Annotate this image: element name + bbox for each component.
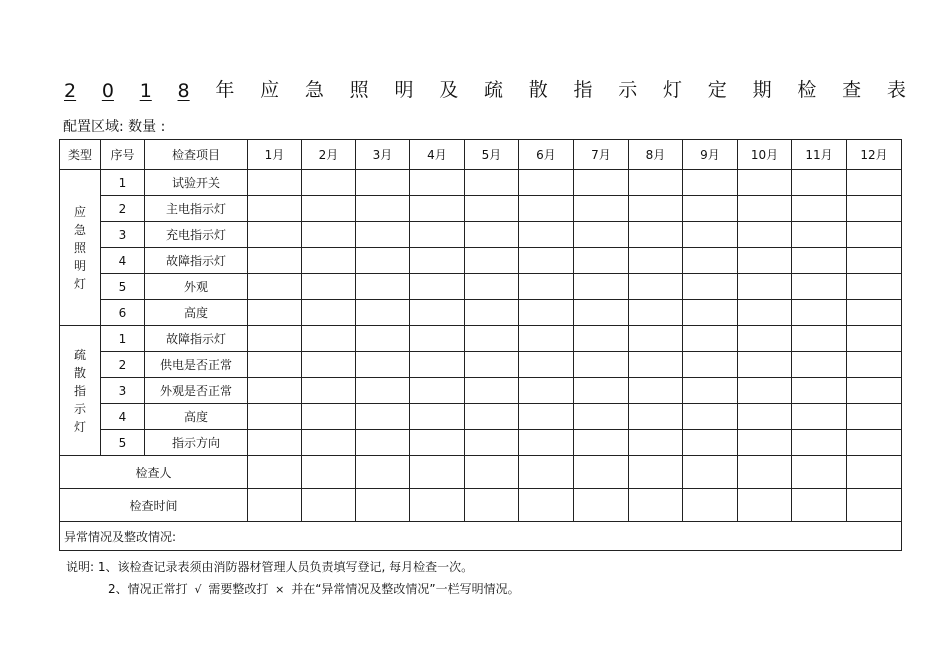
month-cell[interactable] [410,248,465,274]
month-cell[interactable] [248,196,302,222]
table-row [60,170,902,196]
header-row [60,140,902,170]
seq-cell: 3 [101,378,145,404]
month-cell[interactable] [847,248,902,274]
item-cell: 试验开关 [145,170,248,196]
title-year-1: 1 [139,80,152,102]
month-cell[interactable] [519,170,574,196]
month-cell[interactable] [792,170,847,196]
month-cell[interactable] [792,196,847,222]
month-cell[interactable] [683,248,738,274]
month-cell[interactable] [356,456,410,489]
month-cell[interactable] [683,222,738,248]
month-cell[interactable] [519,430,574,456]
month-cell[interactable] [847,378,902,404]
item-cell: 高度 [145,300,248,326]
month-cell[interactable] [792,300,847,326]
check-time-label: 检查时间 [60,489,248,522]
item-cell: 充电指示灯 [145,222,248,248]
month-cell[interactable] [356,170,410,196]
table-row [60,430,902,456]
seq-cell: 1 [101,326,145,352]
remark-field[interactable]: 异常情况及整改情况: [60,522,902,551]
instructions [66,556,520,601]
month-cell[interactable] [738,378,792,404]
month-cell[interactable] [792,248,847,274]
header-month: 12月 [847,140,902,170]
item-cell: 指示方向 [145,430,248,456]
month-cell[interactable] [519,456,574,489]
month-cell[interactable] [302,170,356,196]
table-row [60,222,902,248]
month-cell[interactable] [519,222,574,248]
header-month: 9月 [683,140,738,170]
month-cell[interactable] [574,326,629,352]
month-cell[interactable] [465,196,519,222]
seq-cell: 3 [101,222,145,248]
type-char: 灯 [73,276,86,291]
title-char: 及 [439,79,459,101]
month-cell[interactable] [519,326,574,352]
month-cell[interactable] [356,222,410,248]
remark-row [60,522,902,551]
title-year-0: 0 [101,80,114,102]
month-cell[interactable] [465,222,519,248]
month-cell[interactable] [465,489,519,522]
month-cell[interactable] [792,326,847,352]
month-cell[interactable] [410,489,465,522]
month-cell[interactable] [683,196,738,222]
month-cell[interactable] [792,456,847,489]
month-cell[interactable] [574,489,629,522]
month-cell[interactable] [629,196,683,222]
month-cell[interactable] [792,489,847,522]
inspector-label: 检查人 [60,456,248,489]
header-month: 1月 [248,140,302,170]
month-cell[interactable] [302,248,356,274]
month-cell[interactable] [847,430,902,456]
instruction-text: 需要整改打 [208,582,269,596]
month-cell[interactable] [356,430,410,456]
seq-cell: 5 [101,274,145,300]
item-cell: 供电是否正常 [145,352,248,378]
config-area-quantity-label: 配置区域: 数量 : [63,119,166,135]
month-cell[interactable] [465,404,519,430]
month-cell[interactable] [629,222,683,248]
month-cell[interactable] [683,300,738,326]
title-char: 散 [528,79,548,101]
month-cell[interactable] [792,274,847,300]
header-month: 4月 [410,140,465,170]
month-cell[interactable] [519,248,574,274]
type-char: 照 [73,240,86,255]
month-cell[interactable] [302,456,356,489]
month-cell[interactable] [302,352,356,378]
month-cell[interactable] [574,430,629,456]
month-cell[interactable] [847,196,902,222]
month-cell[interactable] [574,274,629,300]
table-row [60,248,902,274]
table-row [60,300,902,326]
seq-cell: 4 [101,404,145,430]
check-time-row [60,489,902,522]
month-cell[interactable] [248,300,302,326]
month-cell[interactable] [302,274,356,300]
header-month: 7月 [574,140,629,170]
month-cell[interactable] [465,456,519,489]
month-cell[interactable] [465,248,519,274]
month-cell[interactable] [847,170,902,196]
month-cell[interactable] [738,196,792,222]
month-cell[interactable] [410,222,465,248]
month-cell[interactable] [410,352,465,378]
table-row [60,352,902,378]
month-cell[interactable] [629,274,683,300]
header-month: 5月 [465,140,519,170]
month-cell[interactable] [248,170,302,196]
month-cell[interactable] [248,404,302,430]
month-cell[interactable] [574,456,629,489]
inspection-table [59,139,902,551]
month-cell[interactable] [792,378,847,404]
month-cell[interactable] [248,352,302,378]
month-cell[interactable] [302,300,356,326]
title-char: 检 [797,79,817,101]
seq-cell: 5 [101,430,145,456]
header-month: 10月 [738,140,792,170]
month-cell[interactable] [248,430,302,456]
month-cell[interactable] [574,248,629,274]
item-cell: 主电指示灯 [145,196,248,222]
month-cell[interactable] [738,170,792,196]
item-cell: 外观是否正常 [145,378,248,404]
header-seq: 序号 [101,140,145,170]
seq-cell: 2 [101,196,145,222]
type-char: 示 [73,401,86,416]
month-cell[interactable] [629,404,683,430]
month-cell[interactable] [738,404,792,430]
month-cell[interactable] [465,430,519,456]
month-cell[interactable] [683,489,738,522]
month-cell[interactable] [574,170,629,196]
month-cell[interactable] [356,300,410,326]
table-row [60,326,902,352]
month-cell[interactable] [574,300,629,326]
month-cell[interactable] [847,222,902,248]
month-cell[interactable] [629,300,683,326]
month-cell[interactable] [738,222,792,248]
month-cell[interactable] [629,456,683,489]
month-cell[interactable] [356,248,410,274]
month-cell[interactable] [792,222,847,248]
month-cell[interactable] [302,222,356,248]
month-cell[interactable] [738,489,792,522]
month-cell[interactable] [410,404,465,430]
month-cell[interactable] [302,404,356,430]
month-cell[interactable] [410,430,465,456]
month-cell[interactable] [683,456,738,489]
instruction-text: 并在“异常情况及整改情况”一栏写明情况。 [291,582,520,596]
month-cell[interactable] [738,248,792,274]
month-cell[interactable] [683,430,738,456]
check-mark-icon: √ [194,583,202,596]
type-evacuation-light [60,326,101,456]
title-char: 明 [394,79,414,101]
month-cell[interactable] [738,300,792,326]
type-char: 应 [73,204,86,219]
month-cell[interactable] [683,404,738,430]
month-cell[interactable] [519,489,574,522]
title-char: 表 [886,79,906,101]
month-cell[interactable] [302,378,356,404]
month-cell[interactable] [302,489,356,522]
seq-cell: 6 [101,300,145,326]
month-cell[interactable] [847,274,902,300]
month-cell[interactable] [519,378,574,404]
table-row [60,404,902,430]
seq-cell: 2 [101,352,145,378]
header-item: 检查项目 [145,140,248,170]
month-cell[interactable] [519,196,574,222]
month-cell[interactable] [792,430,847,456]
document-title [64,72,906,102]
month-cell[interactable] [847,456,902,489]
instruction-line-2 [66,578,520,601]
month-cell[interactable] [356,489,410,522]
month-cell[interactable] [574,196,629,222]
table-row [60,274,902,300]
month-cell[interactable] [302,430,356,456]
title-char: 照 [349,79,369,101]
header-month: 2月 [302,140,356,170]
month-cell[interactable] [683,378,738,404]
month-cell[interactable] [410,378,465,404]
title-char: 期 [752,79,772,101]
month-cell[interactable] [248,378,302,404]
month-cell[interactable] [629,489,683,522]
month-cell[interactable] [410,170,465,196]
instruction-text: 2、情况正常打 [108,582,188,596]
month-cell[interactable] [738,456,792,489]
month-cell[interactable] [465,274,519,300]
month-cell[interactable] [519,352,574,378]
month-cell[interactable] [356,274,410,300]
month-cell[interactable] [574,222,629,248]
month-cell[interactable] [248,248,302,274]
month-cell[interactable] [738,352,792,378]
type-char: 灯 [73,419,86,434]
month-cell[interactable] [356,196,410,222]
title-char: 灯 [663,79,683,101]
item-cell: 故障指示灯 [145,248,248,274]
month-cell[interactable] [574,352,629,378]
month-cell[interactable] [683,352,738,378]
type-char: 疏 [73,347,86,362]
month-cell[interactable] [683,274,738,300]
type-char: 明 [73,258,86,273]
title-char: 年 [215,79,235,101]
item-cell: 高度 [145,404,248,430]
month-cell[interactable] [629,378,683,404]
table-row [60,378,902,404]
month-cell[interactable] [410,196,465,222]
seq-cell: 4 [101,248,145,274]
month-cell[interactable] [574,378,629,404]
month-cell[interactable] [302,326,356,352]
month-cell[interactable] [847,352,902,378]
title-char: 示 [618,79,638,101]
month-cell[interactable] [629,170,683,196]
month-cell[interactable] [248,489,302,522]
month-cell[interactable] [465,378,519,404]
title-char: 疏 [483,79,503,101]
month-cell[interactable] [410,326,465,352]
title-year-8: 8 [177,80,190,102]
header-month: 11月 [792,140,847,170]
month-cell[interactable] [356,352,410,378]
item-cell: 故障指示灯 [145,326,248,352]
month-cell[interactable] [248,222,302,248]
month-cell[interactable] [248,326,302,352]
month-cell[interactable] [519,274,574,300]
month-cell[interactable] [683,326,738,352]
month-cell[interactable] [465,300,519,326]
month-cell[interactable] [847,300,902,326]
month-cell[interactable] [738,326,792,352]
month-cell[interactable] [629,430,683,456]
month-cell[interactable] [738,430,792,456]
month-cell[interactable] [302,196,356,222]
month-cell[interactable] [410,274,465,300]
month-cell[interactable] [519,404,574,430]
type-char: 指 [73,383,86,398]
month-cell[interactable] [356,326,410,352]
type-emergency-light [60,170,101,326]
type-char: 急 [73,222,86,237]
month-cell[interactable] [629,352,683,378]
month-cell[interactable] [629,326,683,352]
month-cell[interactable] [683,170,738,196]
month-cell[interactable] [356,378,410,404]
inspector-row [60,456,902,489]
title-char: 指 [573,79,593,101]
header-type: 类型 [60,140,101,170]
title-char: 查 [842,79,862,101]
month-cell[interactable] [356,404,410,430]
item-cell: 外观 [145,274,248,300]
month-cell[interactable] [410,456,465,489]
month-cell[interactable] [248,274,302,300]
table-row [60,196,902,222]
header-month: 3月 [356,140,410,170]
month-cell[interactable] [465,170,519,196]
month-cell[interactable] [465,326,519,352]
month-cell[interactable] [519,300,574,326]
header-month: 6月 [519,140,574,170]
month-cell[interactable] [574,404,629,430]
seq-cell: 1 [101,170,145,196]
month-cell[interactable] [738,274,792,300]
month-cell[interactable] [847,404,902,430]
month-cell[interactable] [792,404,847,430]
month-cell[interactable] [465,352,519,378]
header-month: 8月 [629,140,683,170]
cross-mark-icon: × [275,583,285,596]
month-cell[interactable] [792,352,847,378]
month-cell[interactable] [847,326,902,352]
title-char: 应 [260,79,280,101]
month-cell[interactable] [410,300,465,326]
title-char: 急 [304,79,324,101]
type-char: 散 [73,365,86,380]
month-cell[interactable] [629,248,683,274]
instruction-line-1: 说明: 1、该检查记录表须由消防器材管理人员负责填写登记, 每月检查一次。 [66,560,474,574]
title-char: 定 [707,79,727,101]
month-cell[interactable] [847,489,902,522]
month-cell[interactable] [248,456,302,489]
title-year-2: 2 [64,80,77,102]
